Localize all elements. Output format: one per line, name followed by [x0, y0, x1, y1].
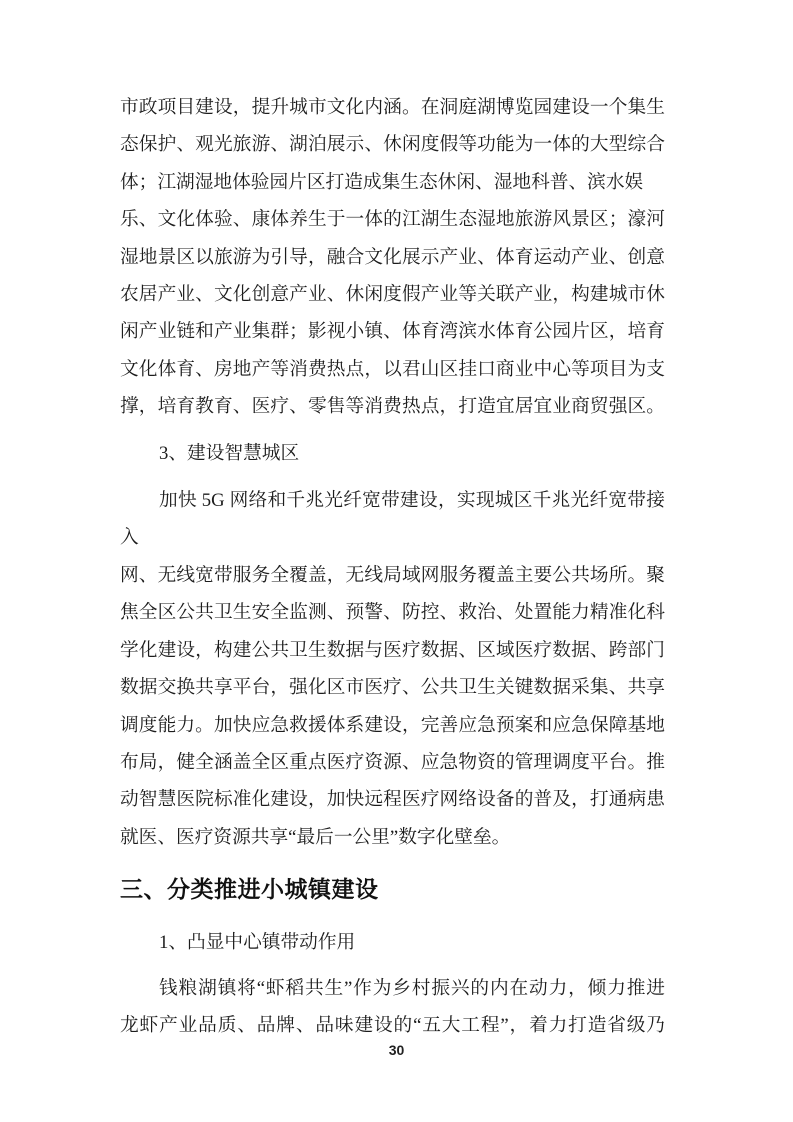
- subheading-smart-city: 3、建设智慧城区: [159, 442, 300, 464]
- paragraph-line: 龙虾产业品质、品牌、品味建设的“五大工程”，着力打造省级乃: [120, 1014, 665, 1036]
- paragraph-line: 焦全区公共卫生安全监测、预警、防控、救治、处置能力精准化科: [120, 602, 665, 624]
- paragraph-line: 农居产业、文化创意产业、休闲度假产业等关联产业，构建城市休: [120, 284, 665, 306]
- paragraph-line: 数据交换共享平台，强化区市医疗、公共卫生关键数据采集、共享: [120, 677, 665, 699]
- subheading-center-town: 1、凸显中心镇带动作用: [159, 932, 356, 954]
- paragraph-line: 文化体育、房地产等消费热点，以君山区挂口商业中心等项目为支: [120, 358, 665, 380]
- paragraph-line: 调度能力。加快应急救援体系建设，完善应急预案和应急保障基地: [120, 714, 665, 736]
- paragraph-line: 钱粮湖镇将“虾稻共生”作为乡村振兴的内在动力，倾力推进: [159, 977, 665, 999]
- paragraph-line: 乐、文化体验、康体养生于一体的江湖生态湿地旅游风景区；濠河: [120, 209, 665, 231]
- paragraph-line: 加快 5G 网络和千兆光纤宽带建设，实现城区千兆光纤宽带接入: [120, 490, 665, 549]
- paragraph-city-projects: [120, 89, 665, 426]
- paragraph-line: 动智慧医院标准化建设，加快远程医疗网络设备的普及，打通病患: [120, 789, 665, 811]
- paragraph-qianlianghu: [120, 970, 665, 1045]
- paragraph-line: 就医、医疗资源共享“最后一公里”数字化壁垒。: [120, 826, 511, 848]
- paragraph-line: 撑，培育教育、医疗、零售等消费热点，打造宜居宜业商贸强区。: [120, 396, 665, 418]
- paragraph-line: 体；江湖湿地体验园片区打造成集生态休闲、湿地科普、滨水娱: [120, 171, 644, 193]
- paragraph-line: 态保护、观光旅游、湖泊展示、休闲度假等功能为一体的大型综合: [120, 134, 665, 156]
- text-block: [120, 89, 665, 1044]
- paragraph-line: 学化建设，构建公共卫生数据与医疗数据、区域医疗数据、跨部门: [120, 639, 665, 661]
- page-number: 30: [388, 1042, 405, 1058]
- paragraph-line: 湿地景区以旅游为引导，融合文化展示产业、体育运动产业、创意: [120, 246, 665, 268]
- paragraph-smart-city: [120, 482, 665, 856]
- paragraph-line: 布局，健全涵盖全区重点医疗资源、应急物资的管理调度平台。推: [120, 751, 665, 773]
- paragraph-line: 市政项目建设，提升城市文化内涵。在洞庭湖博览园建设一个集生: [120, 97, 665, 118]
- paragraph-line: 网、无线宽带服务全覆盖，无线局域网服务覆盖主要公共场所。聚: [120, 564, 665, 586]
- paragraph-line: 闲产业链和产业集群；影视小镇、体育湾滨水体育公园片区，培育: [120, 321, 665, 343]
- section-heading-small-towns: 三、分类推进小城镇建设: [120, 876, 379, 903]
